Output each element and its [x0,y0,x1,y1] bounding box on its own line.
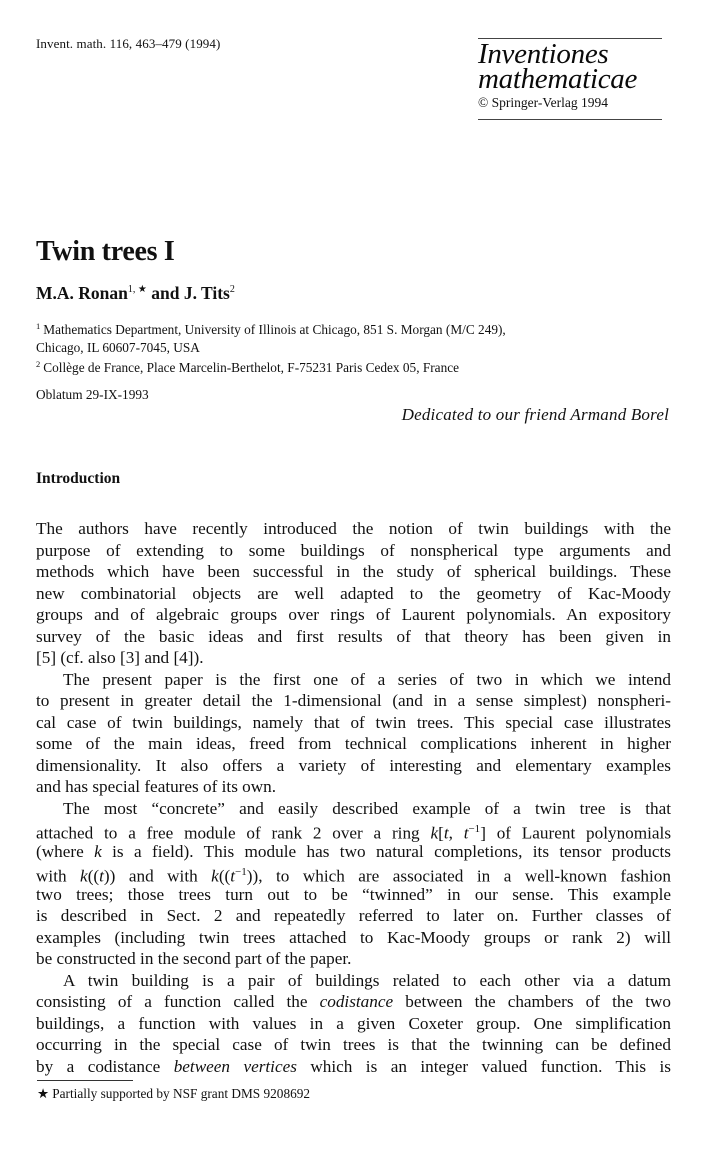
emphasis-codistance: codistance [319,992,394,1011]
math-k: k [430,823,439,843]
body-line: to present in greater detail the 1-dimensional (and in a sense simplest) nonspheri- [36,691,671,710]
footnote-rule [37,1080,133,1081]
body-line: The most “concrete” and easily described example of a twin tree is that [63,798,671,818]
affiliation-2-mark: 2 [36,359,41,369]
text-run: [ [438,823,444,843]
body-line: buildings, a function with values in a given Coxeter group. One simplification [36,1013,671,1033]
section-heading-introduction: Introduction [36,470,121,487]
text-run: ] of Laurent polynomials [480,823,672,843]
body-line: A twin building is a pair of buildings related to each other via a datum [63,970,671,990]
body-line: survey of the basic ideas and first results of that theory has been given in [36,626,671,646]
text-run: (( [218,866,231,886]
author-tits-marks: 2 [229,284,235,295]
emphasis-between-vertices: between vertices [173,1056,297,1076]
text-run: )) and with [103,866,212,886]
body-line-laurent-ring [36,819,671,841]
article-title: Twin trees I [36,236,175,267]
text-run: (where [36,841,95,861]
affiliation-1-cont: Chicago, IL 60607-7045, USA [36,339,200,355]
text-run: which is an integer valued function. This is [296,1056,671,1076]
body-line: occurring in the special case of twin trees is that the twinning can be defined [36,1035,671,1054]
author-tits: J. Tits [183,283,230,303]
body-line-completions [36,862,671,884]
publisher-copyright: © Springer-Verlag 1994 [478,95,608,110]
math-exponent: −1 [235,866,247,878]
math-k: k [94,841,102,861]
author-ronan-marks: 1, ★ [127,284,147,295]
math-k: k [80,866,88,886]
body-line: purpose of extending to some buildings of nonspherical type arguments and [36,540,671,560]
body-line: and has special features of its own. [36,777,277,796]
text-run: attached to a free module of rank 2 over a ring [36,823,431,843]
text-run: )), to which are associated in a well-known fashion [246,866,671,886]
body-line-codistance [36,991,671,1013]
affiliation-1 [36,318,676,339]
math-t: t [230,866,236,886]
text-run: , [448,823,464,843]
logo-rule-bottom [478,119,662,120]
text-run: consisting of a function called the [36,992,320,1011]
body-line: examples (including twin trees attached to Kac-Moody groups or rank 2) will [36,927,671,947]
body-line-between-vertices [36,1056,671,1078]
math-k: k [211,866,219,886]
journal-name-line1: Inventiones [478,38,609,70]
affiliation-2 [36,356,676,377]
text-run: with [36,866,81,886]
affiliations [36,318,676,377]
body-line: cal case of twin buildings, namely that of twin trees. This special case illustrates [36,712,671,732]
body-line: new combinatorial objects are well adapted to the geometry of Kac-Moody [36,583,671,603]
journal-name [478,38,662,95]
received-date: Oblatum 29-IX-1993 [36,387,149,402]
affiliation-1-line1: Mathematics Department, University of Illinois at Chicago, 851 S. Morgan (M/C 249), [43,322,506,337]
journal-citation: Invent. math. 116, 463–479 (1994) [36,36,221,51]
text-run: is a field). This module has two natural completions, its tensor products [101,841,671,861]
affiliation-1-mark: 1 [36,321,41,331]
author-ronan: M.A. Ronan [36,283,128,303]
footnote-funding: ★ Partially supported by NSF grant DMS 9208692 [37,1086,311,1101]
body-line: The authors have recently introduced the notion of twin buildings with the [36,519,671,538]
journal-name-line2: mathematicae [478,63,638,95]
body-line: [5] (cf. also [3] and [4]). [36,648,204,667]
journal-logo [478,38,662,120]
body-line: dimensionality. It also offers a variety of interesting and elementary examples [36,755,671,775]
body-line: methods which have been successful in the study of spherical buildings. These [36,562,671,581]
math-t: t [443,823,449,843]
body-line: The present paper is the first one of a series of two in which we intend [63,669,671,689]
text-run: by a codistance [36,1056,174,1076]
text-run: between the chambers of the two [393,992,671,1011]
body-line: groups and of algebraic groups over rings of Laurent polynomials. An expository [36,605,671,624]
body-line: two trees; those trees turn out to be “twinned” in our sense. This example [36,884,671,904]
body-line: some of the main ideas, freed from technical complications inherent in higher [36,734,671,753]
author-line [36,283,235,304]
math-exponent: −1 [468,823,481,835]
body-line: is described in Sect. 2 and repeatedly referred to later on. Further classes of [36,906,671,925]
author-connector: and [146,283,184,303]
body-line-field [36,841,671,863]
math-t: t [463,823,469,843]
math-t: t [99,866,104,886]
text-run: (( [87,866,100,886]
dedication: Dedicated to our friend Armand Borel [401,405,669,424]
body-line: be constructed in the second part of the paper. [36,949,352,968]
affiliation-2-line1: Collège de France, Place Marcelin-Berthelot, F-75231 Paris Cedex 05, France [43,360,460,375]
introduction-body [36,518,671,1077]
